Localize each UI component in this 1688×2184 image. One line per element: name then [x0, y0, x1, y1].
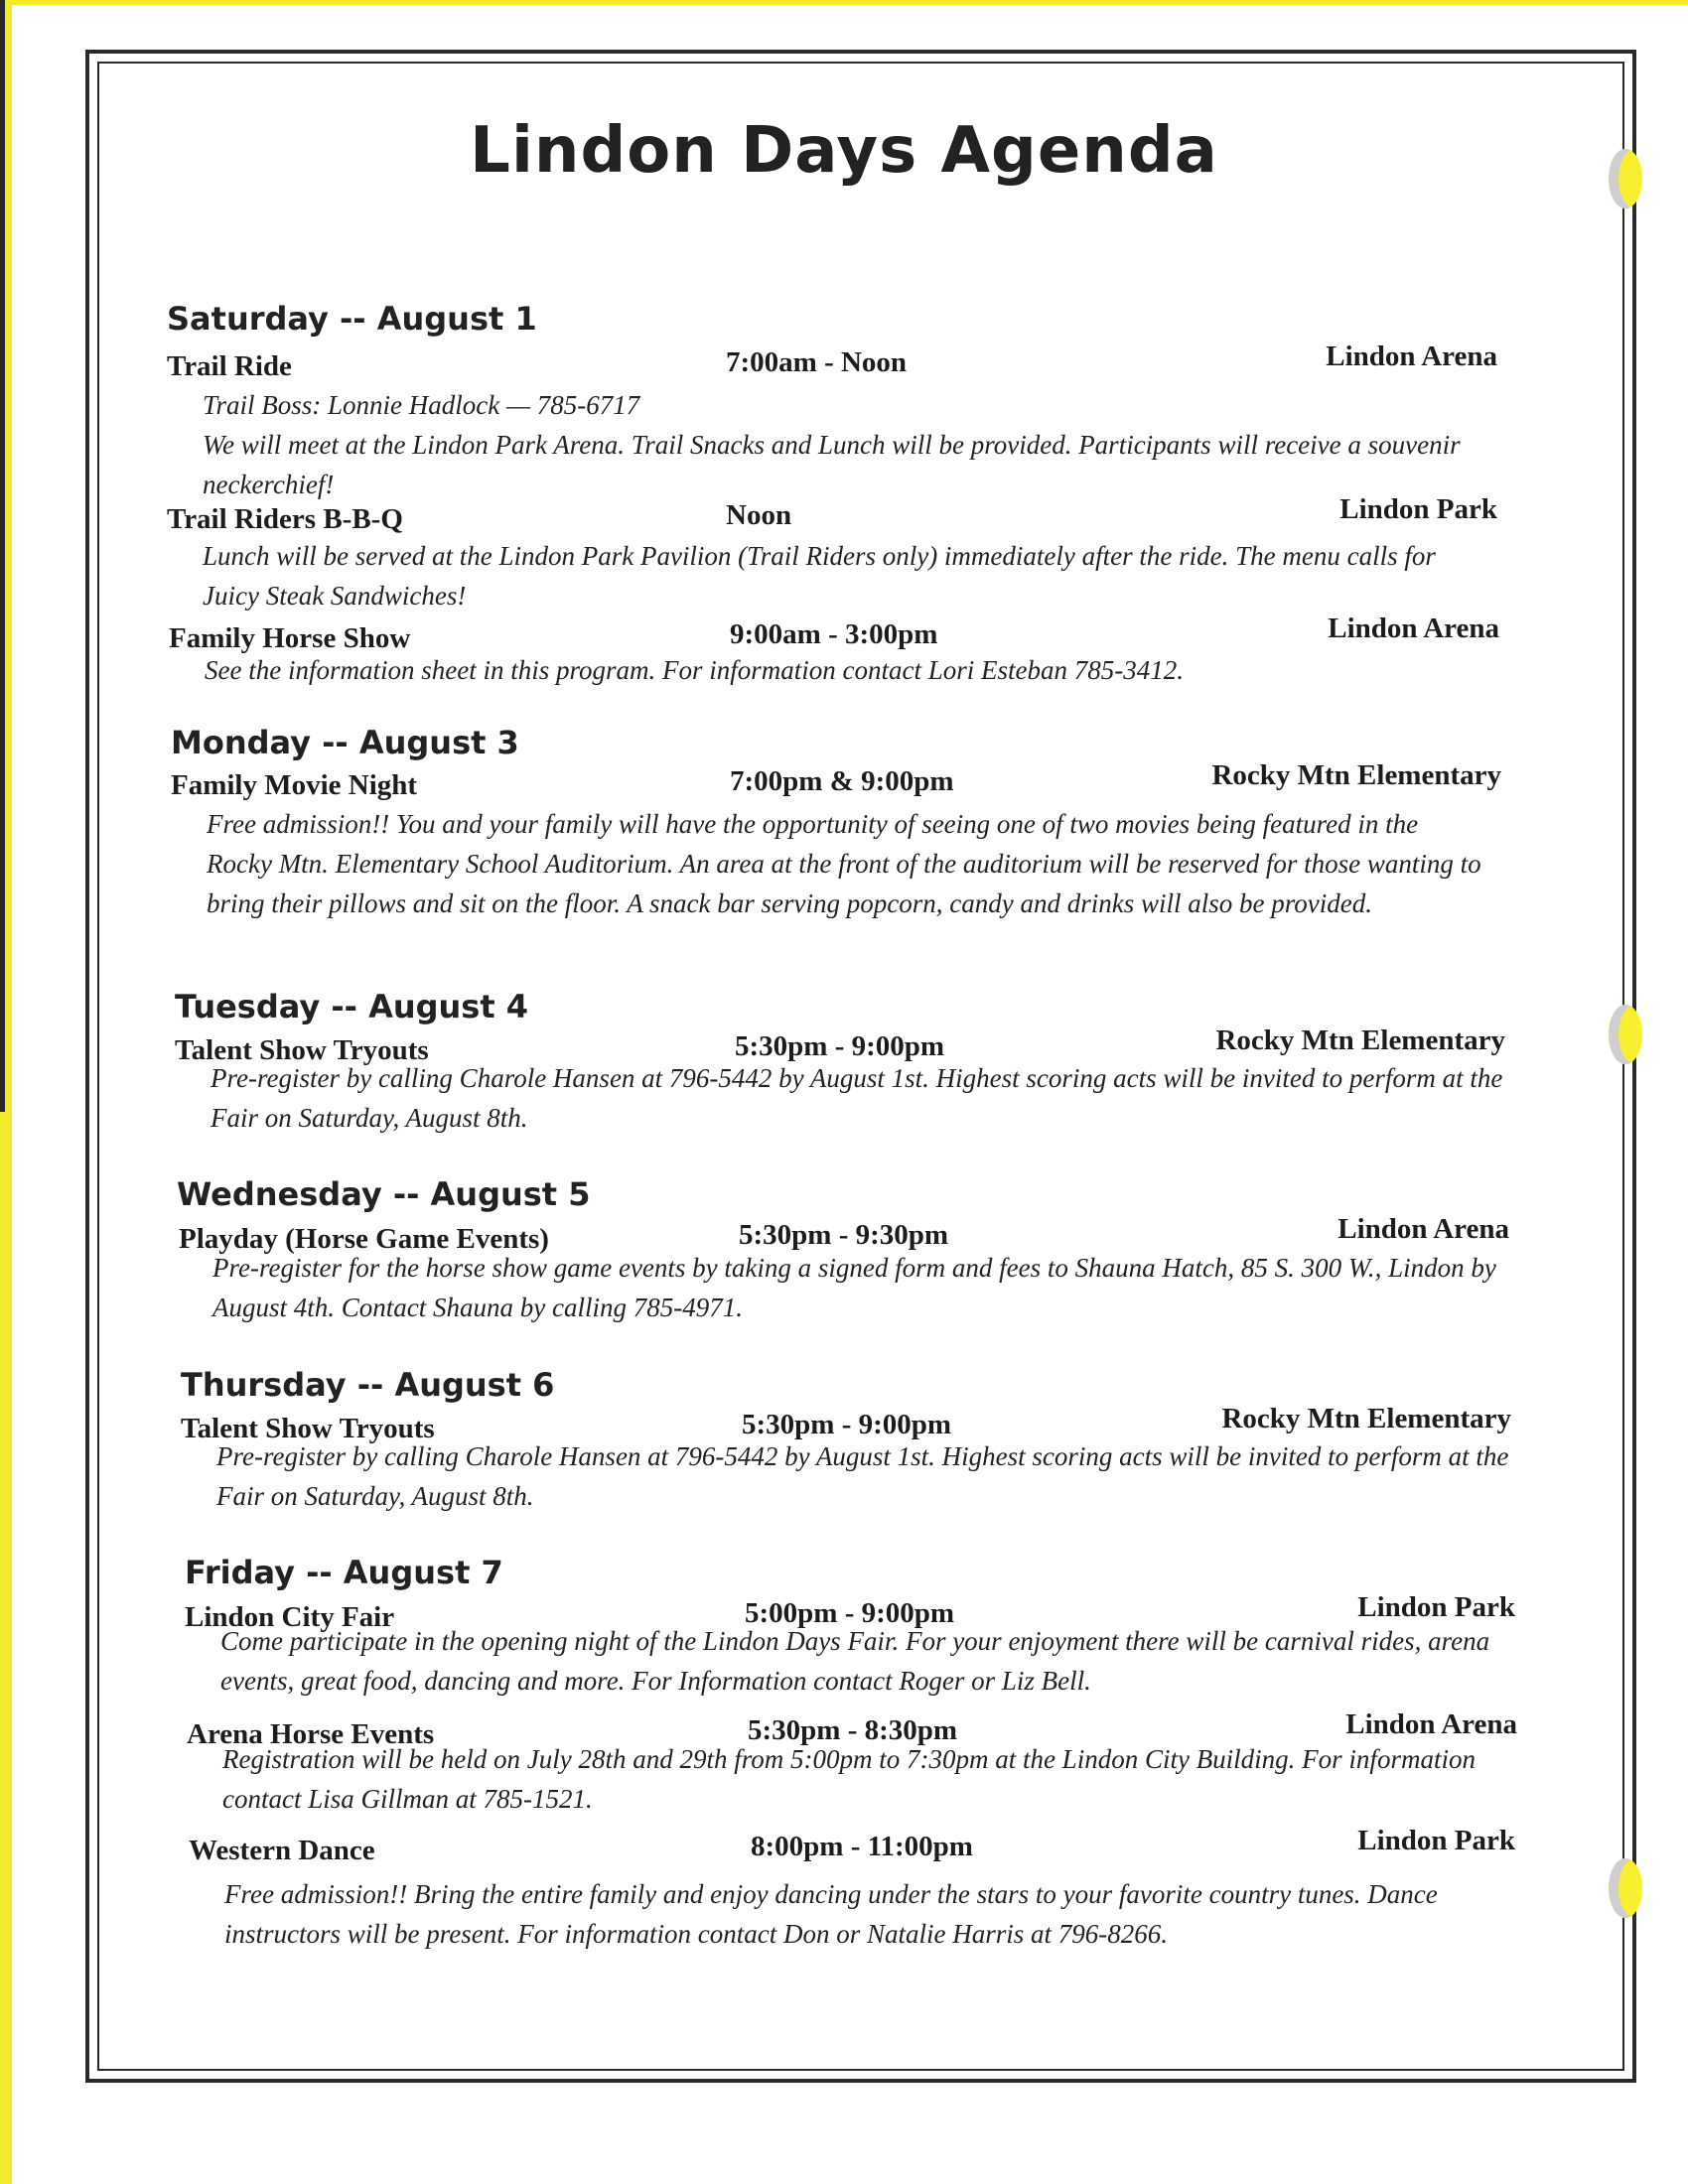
event-description: Come participate in the opening night of the Lindon Days Fair. For your enjoyment there will be carnival rides, arena events, great food, dancing and more. For Information contact Roger or Liz Bell. [220, 1626, 1490, 1696]
page-title: Lindon Days Agenda [470, 114, 1218, 188]
event-time: 5:30pm - 9:00pm [735, 1030, 945, 1062]
event-time: 7:00pm & 9:00pm [730, 765, 954, 797]
event-location: Rocky Mtn Elementary [1211, 759, 1501, 791]
event-time: Noon [726, 499, 792, 531]
day-heading-thursday: Thursday -- August 6 [181, 1366, 555, 1404]
event-time: 9:00am - 3:00pm [730, 618, 938, 650]
event-location: Lindon Arena [1345, 1708, 1517, 1740]
event-name: Family Horse Show [169, 622, 411, 654]
event-location: Rocky Mtn Elementary [1215, 1024, 1505, 1056]
event-location: Lindon Park [1357, 1591, 1515, 1623]
event-name: Arena Horse Events [187, 1718, 435, 1750]
day-heading-saturday: Saturday -- August 1 [167, 300, 537, 338]
event-description: Free admission!! Bring the entire family and enjoy dancing under the stars to your favorite country tunes. Dance instructors will be present. For information contact Don or Natalie Harris at 796-8266. [224, 1879, 1438, 1949]
event-name: Lindon City Fair [185, 1601, 395, 1633]
yellow-top-edge [0, 0, 1688, 5]
event-name: Western Dance [189, 1835, 375, 1866]
event-description: Registration will be held on July 28th and 29th from 5:00pm to 7:30pm at the Lindon City Building. For information contact Lisa Gillman at 785-1521. [222, 1744, 1476, 1814]
event-location: Lindon Park [1357, 1825, 1515, 1856]
event-location: Lindon Park [1339, 493, 1497, 525]
event-location: Lindon Arena [1326, 341, 1497, 372]
event-name: Playday (Horse Game Events) [179, 1223, 549, 1255]
day-heading-wednesday: Wednesday -- August 5 [177, 1175, 591, 1213]
event-time: 5:30pm - 8:30pm [748, 1714, 958, 1746]
event-name: Talent Show Tryouts [175, 1034, 429, 1066]
binder-hole-bottom [1609, 1858, 1642, 1918]
binder-hole-middle [1609, 1005, 1642, 1064]
event-time: 5:30pm - 9:00pm [742, 1409, 952, 1440]
event-location: Lindon Arena [1337, 1213, 1509, 1245]
day-heading-monday: Monday -- August 3 [171, 724, 519, 761]
event-time: 7:00am - Noon [726, 346, 908, 378]
event-row-western-dance [189, 1825, 1515, 1874]
event-description: Pre-register by calling Charole Hansen at 796-5442 by August 1st. Highest scoring acts will be invited to perform at the Fair on Saturday, August 8th. [211, 1063, 1503, 1133]
event-description: See the information sheet in this program. For information contact Lori Esteban 785-3412. [205, 655, 1184, 685]
event-name: Trail Riders B-B-Q [167, 503, 403, 535]
event-description: Pre-register by calling Charole Hansen at 796-5442 by August 1st. Highest scoring acts will be invited to perform at the Fair on Saturday, August 8th. [216, 1441, 1509, 1511]
event-location: Lindon Arena [1328, 613, 1499, 644]
event-name: Family Movie Night [171, 769, 418, 801]
event-row-family-movie-night [171, 759, 1501, 809]
day-heading-tuesday: Tuesday -- August 4 [175, 988, 529, 1025]
event-description: Free admission!! You and your family will have the opportunity of seeing one of two movies being featured in the Rocky Mtn. Elementary School Auditorium. An area at the front of the auditorium will be reserved for those wanting to bring their pillows and sit on the floor. A snack bar serving popcorn, candy and drinks will also be provided. [207, 809, 1481, 918]
event-time: 8:00pm - 11:00pm [751, 1831, 973, 1862]
event-row-trail-ride [167, 341, 1497, 390]
event-name: Trail Ride [167, 350, 292, 382]
event-description: Lunch will be served at the Lindon Park Pavilion (Trail Riders only) immediately after the ride. The menu calls for Juicy Steak Sandwiches! [203, 541, 1436, 611]
event-time: 5:00pm - 9:00pm [745, 1597, 955, 1629]
event-description: Trail Boss: Lonnie Hadlock — 785-6717 We will meet at the Lindon Park Arena. Trail Snacks and Lunch will be provided. Participants will receive a souvenir neckerchief! [203, 390, 1461, 499]
event-location: Rocky Mtn Elementary [1221, 1403, 1511, 1434]
day-heading-friday: Friday -- August 7 [185, 1554, 503, 1591]
event-name: Talent Show Tryouts [181, 1413, 435, 1444]
event-time: 5:30pm - 9:30pm [739, 1219, 949, 1251]
event-description: Pre-register for the horse show game events by taking a signed form and fees to Shauna Hatch, 85 S. 300 W., Lindon by August 4th. Contact Shauna by calling 785-4971. [212, 1253, 1496, 1322]
